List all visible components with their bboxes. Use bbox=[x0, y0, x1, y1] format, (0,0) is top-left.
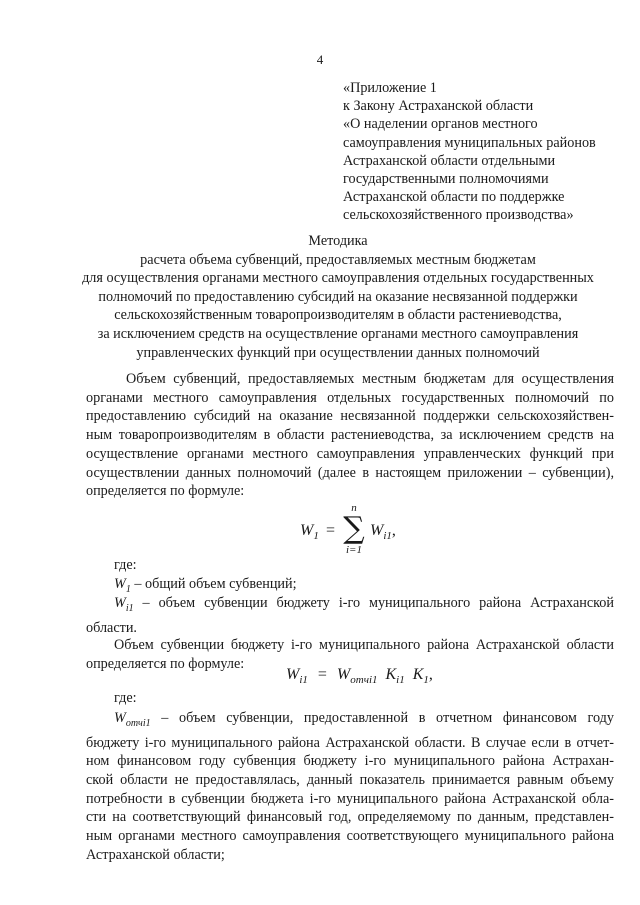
formula-w-report: $W_{отчi1}$ bbox=[336, 666, 378, 687]
appendix-line: Астраханской области отдельными bbox=[343, 152, 556, 169]
methodology-title bbox=[0, 232, 640, 362]
intro-paragraph bbox=[86, 370, 614, 501]
formula-equals: = bbox=[317, 666, 327, 683]
appendix-line: сельскохозяйственного производства» bbox=[343, 207, 574, 224]
paragraph-line: органами местного самоуправления отдельных государственных полномочий по bbox=[86, 389, 614, 406]
definition-w1: $W_1$ – общий объем субвенций; bbox=[114, 576, 297, 595]
appendix-line: «О наделении органов местного bbox=[343, 116, 538, 133]
appendix-line: государственными полномочиями bbox=[343, 171, 549, 188]
definition-wi1 bbox=[86, 594, 614, 637]
paragraph-line: Объем субвенции бюджету i-го муниципального района Астраханской области bbox=[114, 637, 614, 653]
paragraph-line: осуществление органами местного самоуправления управленческих функций при bbox=[86, 445, 614, 462]
formula-term: $W_{i1}$, bbox=[370, 522, 396, 543]
title-line: расчета объема субвенций, предоставляемых местным бюджетам bbox=[140, 251, 536, 268]
title-line: для осуществления органами местного самоуправления отдельных государственных bbox=[82, 270, 594, 287]
definition-line: $W_{отчi1}$ – объем субвенции, предоставленной в отчетном финансовом году bbox=[114, 710, 614, 729]
definition-line: потребности в субвенции бюджета i-го муниципального района Астраханской обла- bbox=[86, 790, 614, 807]
symbol-w-report: $W_{отчi1}$ bbox=[114, 710, 151, 729]
appendix-header bbox=[343, 79, 633, 225]
title-line: за исключением средств на осуществление органами местного самоуправления bbox=[97, 325, 579, 342]
title-heading: Методика bbox=[308, 233, 368, 249]
sum-operator bbox=[340, 502, 368, 556]
definition-line: $W_{i1}$ – объем субвенции бюджету i-го муниципального района Астраханской bbox=[114, 595, 614, 614]
formula-k-1: $K_1$, bbox=[412, 666, 433, 687]
definition-line: области. bbox=[86, 619, 137, 636]
formula-lhs: $W_{i1}$ bbox=[286, 666, 308, 687]
sum-lower-limit: i=1 bbox=[346, 544, 362, 556]
appendix-line: «Приложение 1 bbox=[343, 80, 437, 96]
paragraph-line: определяется по формуле: bbox=[86, 655, 245, 672]
paragraph-line: ным товаропроизводителям в области растениеводства, за исключением средств на bbox=[86, 427, 614, 444]
title-line: сельскохозяйственным товаропроизводителям в области растениеводства, bbox=[114, 307, 562, 324]
paragraph-line: предоставлению субсидий на оказание несвязанной поддержки сельскохозяйствен- bbox=[86, 408, 614, 425]
definition-line: бюджету i-го муниципального района Астраханской области. В случае если в отчет- bbox=[86, 734, 614, 751]
sum-upper-limit: n bbox=[351, 502, 357, 514]
paragraph-line: определяется по формуле: bbox=[86, 483, 245, 500]
page-number: 4 bbox=[316, 52, 324, 67]
definition-line: ном финансовом году субвенция бюджету i-го муниципального района Астрахан- bbox=[86, 753, 614, 770]
where-label: где: bbox=[114, 690, 137, 706]
formula-k-i1: $K_{i1}$ bbox=[385, 666, 405, 687]
paragraph-line: Объем субвенций, предоставляемых местным бюджетам для осуществления bbox=[126, 371, 614, 387]
formula-sum-subventions bbox=[300, 502, 420, 556]
symbol-w1: $W_1$ bbox=[114, 576, 131, 595]
appendix-line: Астраханской области по поддержке bbox=[343, 189, 565, 206]
definition-line: сти на соответствующий финансовый год, определяемому по данным, представлен- bbox=[86, 809, 614, 826]
definition-line: ской области не предоставлялась, данный показатель принимается равным объему bbox=[86, 771, 614, 788]
formula-subvention-per-district bbox=[286, 666, 433, 686]
title-line: управленческих функций при осуществлении данных полномочий bbox=[136, 344, 540, 361]
paragraph-line: осуществлении данных полномочий (далее в настоящем приложении – субвенции), bbox=[86, 464, 614, 481]
appendix-line: к Закону Астраханской области bbox=[343, 98, 534, 115]
sum-symbol: ∑ bbox=[343, 511, 365, 546]
appendix-line: самоуправления муниципальных районов bbox=[343, 134, 596, 151]
where-label: где: bbox=[114, 557, 137, 573]
definition-line: Астраханской области; bbox=[86, 846, 225, 863]
definition-line: ным органами местного самоуправления соответствующего муниципального района bbox=[86, 828, 614, 845]
symbol-wi1: $W_{i1}$ bbox=[114, 595, 134, 614]
formula-equals: = bbox=[326, 522, 336, 539]
formula-lhs: $W_1$ bbox=[300, 522, 319, 543]
title-line: полномочий по предоставлению субсидий на оказание несвязанной поддержки bbox=[98, 288, 578, 305]
definition-w-report bbox=[86, 709, 614, 864]
